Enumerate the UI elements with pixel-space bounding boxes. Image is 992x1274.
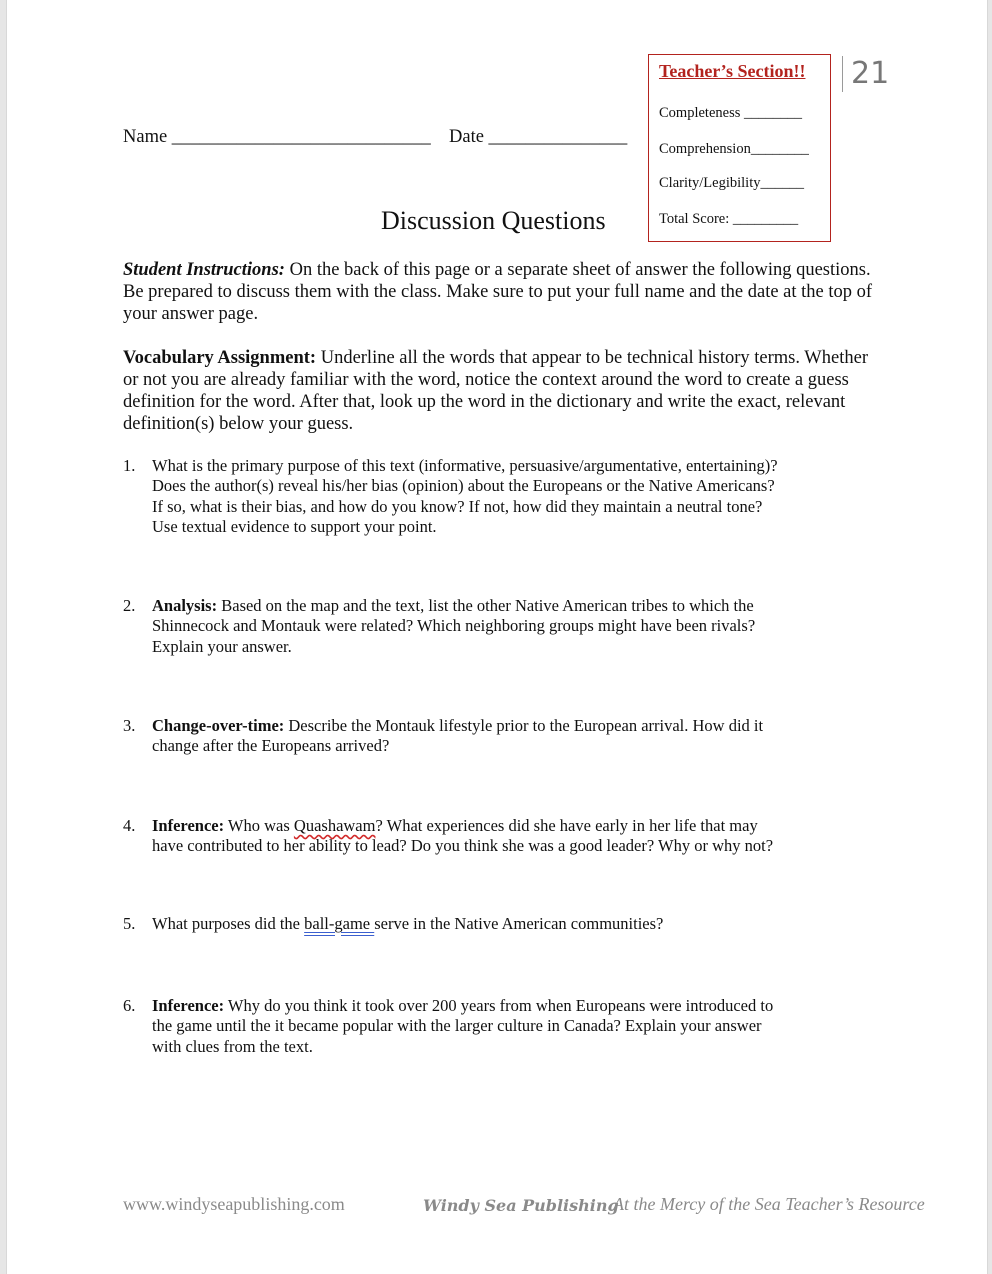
question-label: Change-over-time: <box>152 716 285 735</box>
question-label: Analysis: <box>152 596 218 615</box>
question-number: 1. <box>123 456 136 475</box>
instructions-label: Student Instructions: <box>123 260 285 280</box>
question-line: What is the primary purpose of this text (informative, persuasive/argumentative, entertaining)? <box>152 456 778 475</box>
question-line: have contributed to her ability to lead? Do you think she was a good leader? Why or why not? <box>152 836 774 856</box>
question-line: If so, what is their bias, and how do you know? If not, how did they maintain a neutral tone? <box>152 496 763 516</box>
total-score-line: Total Score: _________ <box>659 211 799 227</box>
question-line: Does the author(s) reveal his/her bias (opinion) about the Europeans or the Native Americans? <box>152 476 775 496</box>
question-label: Inference: <box>152 816 225 835</box>
footer-publisher: Windy Sea Publishing <box>423 1196 619 1215</box>
question-text: Why do you think it took over 200 years from when Europeans were introduced to <box>224 996 774 1015</box>
instructions-text: On the back of this page or a separate sheet of answer the following questions. Be prepared to discuss them with the class. Make sure to put your full name and the date at the top of your answer page. <box>123 260 873 324</box>
question-number: 4. <box>123 816 136 835</box>
question-text: What purposes did the <box>152 914 305 933</box>
question-text: Describe the Montauk lifestyle prior to the European arrival. How did it <box>284 716 764 735</box>
comprehension-line: Comprehension________ <box>659 141 809 157</box>
question-text: ? What experiences did she have early in her life that may <box>375 816 758 835</box>
date-field: Date _______________ <box>449 127 628 147</box>
question-line: the game until the it became popular with the larger culture in Canada? Explain your answer <box>152 1016 762 1036</box>
question-line: Use textual evidence to support your point. <box>152 517 437 537</box>
clarity-line: Clarity/Legibility______ <box>659 175 804 191</box>
document-page <box>6 0 988 1274</box>
grammar-flagged-word: ball-game <box>304 914 375 933</box>
spellcheck-flagged-word: Quashawam <box>293 816 376 835</box>
question-line: change after the Europeans arrived? <box>152 736 390 756</box>
page-title: Discussion Questions <box>381 206 606 235</box>
question-text: Based on the map and the text, list the other Native American tribes to which the <box>217 596 754 615</box>
question-text: Who was <box>224 816 294 835</box>
question-number: 3. <box>123 716 136 735</box>
vocabulary-text: Underline all the words that appear to be technical history terms. Whether or not you are already familiar with the word, notice the context around the word to create a guess definition for the word. After that, look up the word in the dictionary and write the exact, relevant definition(s) below your guess. <box>123 348 868 434</box>
vocabulary-label: Vocabulary Assignment: <box>123 348 317 368</box>
question-number: 6. <box>123 996 136 1015</box>
footer-website: www.windyseapublishing.com <box>123 1194 345 1214</box>
question-line: with clues from the text. <box>152 1036 313 1056</box>
completeness-line: Completeness ________ <box>659 105 802 121</box>
question-line: Explain your answer. <box>152 636 292 656</box>
vocabulary-assignment <box>123 347 883 435</box>
page-number: 21 <box>842 56 889 92</box>
student-instructions <box>123 259 883 325</box>
name-field: Name ____________________________ <box>123 127 431 147</box>
teachers-section-title: Teacher’s Section!! <box>659 61 806 81</box>
question-number: 5. <box>123 914 136 933</box>
footer-resource-title: At the Mercy of the Sea Teacher’s Resource <box>613 1194 925 1214</box>
question-text: serve in the Native American communities? <box>374 914 664 933</box>
question-number: 2. <box>123 596 136 615</box>
teachers-section-box <box>648 54 831 242</box>
question-line: Shinnecock and Montauk were related? Which neighboring groups might have been rivals? <box>152 616 756 636</box>
question-label: Inference: <box>152 996 225 1015</box>
